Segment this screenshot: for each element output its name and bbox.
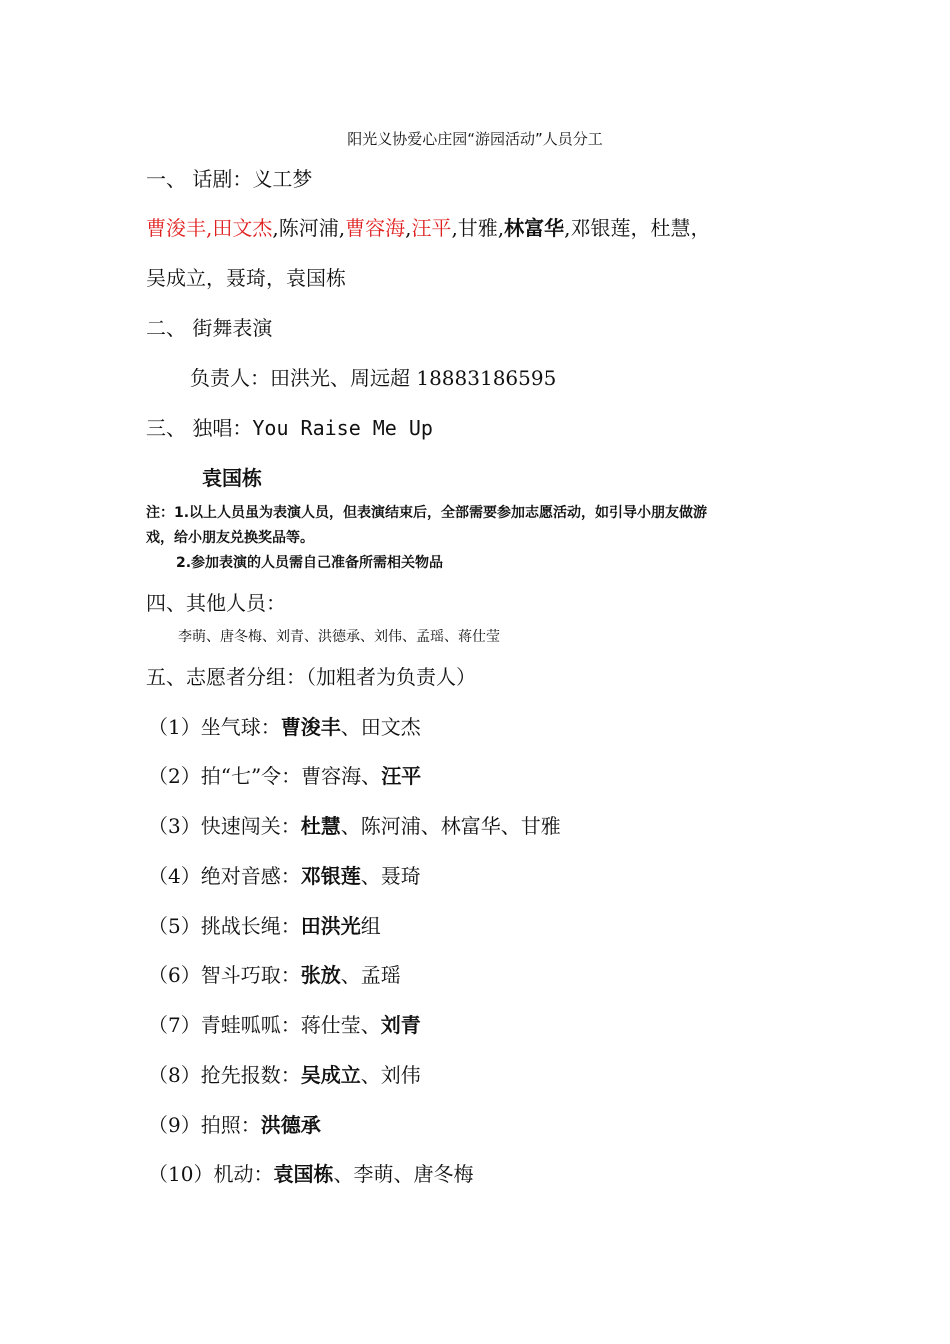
group-members: 、陈河浦、林富华、甘雅 xyxy=(340,814,561,838)
group-leader: 张放 xyxy=(300,963,341,987)
group-row xyxy=(148,1109,321,1138)
group-leader: 刘青 xyxy=(380,1013,421,1037)
group-label: （1）坐气球： xyxy=(148,715,281,739)
group-leader: 邓银莲 xyxy=(300,864,361,888)
group-row xyxy=(148,1059,421,1088)
section-1-cast-line-1 xyxy=(146,212,711,241)
section-2-owner: 负责人：田洪光、周远超 18883186595 xyxy=(190,366,557,390)
cast-name: 林富华 xyxy=(504,216,565,240)
group-label: （4）绝对音感： xyxy=(148,864,301,888)
cast-name: 田文杰 xyxy=(212,216,273,240)
section-3-heading xyxy=(146,412,433,441)
group-members: 、聂琦 xyxy=(360,864,421,888)
cast-name: ,甘雅, xyxy=(451,216,505,240)
group-row xyxy=(148,1158,473,1187)
group-label: （8）抢先报数： xyxy=(148,1063,301,1087)
section-2-heading: 二、 街舞表演 xyxy=(146,316,273,340)
group-leader: 洪德承 xyxy=(260,1113,321,1137)
section-3-prefix: 三、 独唱： xyxy=(146,416,253,440)
group-label: （2）拍“七”令：曹容海、 xyxy=(148,764,382,788)
group-leader: 杜慧 xyxy=(300,814,341,838)
section-5-heading: 五、志愿者分组：（加粗者为负责人） xyxy=(146,665,476,689)
group-label: （7）青蛙呱呱：蒋仕莹、 xyxy=(148,1013,381,1037)
group-members: 、孟瑶 xyxy=(340,963,401,987)
note-line-3: 2.参加表演的人员需自己准备所需相关物品 xyxy=(176,555,444,571)
group-members: 、田文杰 xyxy=(340,715,421,739)
song-title: You Raise Me Up xyxy=(252,416,433,440)
section-3-singer: 袁国栋 xyxy=(202,466,262,490)
group-leader: 田洪光 xyxy=(300,914,361,938)
cast-name: 汪平 xyxy=(411,216,452,240)
group-label: （5）挑战长绳： xyxy=(148,914,301,938)
cast-name: ,陈河浦, xyxy=(272,216,346,240)
group-label: （10）机动： xyxy=(148,1162,274,1186)
group-members: 、刘伟 xyxy=(360,1063,421,1087)
group-row xyxy=(148,910,381,939)
cast-name: 曹容海 xyxy=(345,216,406,240)
group-row xyxy=(148,760,421,789)
note-line-2: 戏，给小朋友兑换奖品等。 xyxy=(146,530,314,546)
document-title: 阳光义协爱心庄园“游园活动”人员分工 xyxy=(347,130,603,148)
group-leader: 曹浚丰 xyxy=(280,715,341,739)
group-row xyxy=(148,810,561,839)
group-members: 、李萌、唐冬梅 xyxy=(333,1162,474,1186)
section-1-heading: 一、 话剧：义工梦 xyxy=(146,167,313,191)
group-leader: 袁国栋 xyxy=(273,1162,334,1186)
group-label: （6）智斗巧取： xyxy=(148,963,301,987)
group-label: （3）快速闯关： xyxy=(148,814,301,838)
group-row xyxy=(148,959,401,988)
section-4-people: 李萌、唐冬梅、刘青、洪德承、刘伟、孟瑶、蒋仕莹 xyxy=(178,629,500,645)
section-4-heading: 四、其他人员： xyxy=(146,591,286,615)
group-row xyxy=(148,1009,421,1038)
note-line-1: 注：1.以上人员虽为表演人员，但表演结束后，全部需要参加志愿活动，如引导小朋友做游 xyxy=(146,505,708,521)
section-1-cast-line-2: 吴成立，聂琦，袁国栋 xyxy=(146,266,346,290)
group-members: 组 xyxy=(360,914,381,938)
group-leader: 汪平 xyxy=(381,764,422,788)
cast-name: , xyxy=(405,216,412,240)
group-leader: 吴成立 xyxy=(300,1063,361,1087)
group-label: （9）拍照： xyxy=(148,1113,261,1137)
group-row xyxy=(148,860,421,889)
cast-name: ,邓银莲，杜慧， xyxy=(564,216,711,240)
group-row xyxy=(148,711,421,740)
cast-name: 曹浚丰, xyxy=(146,216,213,240)
